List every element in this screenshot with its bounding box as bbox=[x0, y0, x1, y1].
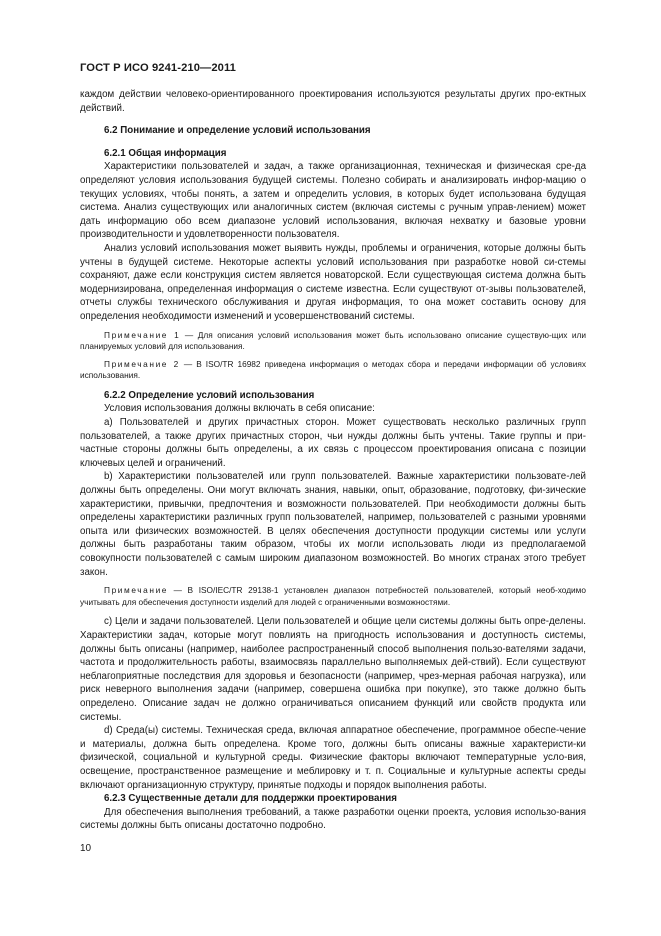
subsection-heading-6-2-1: 6.2.1 Общая информация bbox=[104, 147, 227, 159]
section-heading-6-2: 6.2 Понимание и определение условий использования bbox=[104, 125, 371, 137]
subsection-heading-6-2-2: 6.2.2 Определение условий использования bbox=[104, 389, 315, 401]
note-text: — В ISO/TR 16982 приведена информация о методах сбора и передачи информации об условиях использования. bbox=[80, 358, 586, 381]
list-item-d: d) Среда(ы) системы. Техническая среда, включая аппаратное обеспечение, программное обеспе-чение и материалы, должна быть определена. Кроме того, должны быть описаны важные характеристи-ки физической, социальной и культурной среды. Физические факторы включают температурные усло-вия, освещение, пространственное размещение и меблировку и т. п. Социальные и культурные аспекты среды включают организационную структуру, принятые подходы и порядок выполнения работы. bbox=[80, 725, 586, 791]
list-item-c: с) Цели и задачи пользователей. Цели пользователей и общие цели системы должны быть опре-делены. Характеристики задач, которые могут повлиять на пригодность использования и доступность системы, должны быть описаны (например, наиболее распространенный способ выполнения пользо-вателями задачи, частота и продолжительность работы, взаимосвязь параллельно выполняемых дей-ствий). Если существуют неблагоприятные последствия для здоровья и безопасности (например, чрез-мерная рабочая нагрузка), или риск неверного выполнения задачи (например, совершена ошибка при покупке), это также должно быть определено. Описание задач не должно ограничиваться описанием функций или свойств продукта или системы. bbox=[80, 616, 586, 723]
note bbox=[80, 585, 586, 608]
page-body bbox=[80, 88, 586, 833]
note-2 bbox=[80, 359, 586, 382]
continuation-paragraph: каждом действии человеко-ориентированного проектирования используются результаты других про-ектных действий. bbox=[80, 89, 586, 114]
paragraph: Для обеспечения выполнения требований, а также разработки оценки проекта, условия использо-вания системы должны быть описаны достаточно подробно. bbox=[80, 806, 586, 832]
subsection-heading-6-2-3: 6.2.3 Существенные детали для поддержки проектирования bbox=[104, 793, 397, 805]
page-number: 10 bbox=[80, 843, 92, 854]
note-1 bbox=[80, 330, 586, 353]
note-text: — Для описания условий использования может быть использовано описание существую-щих или планируемых условий для использования. bbox=[80, 329, 586, 352]
running-header: ГОСТ Р ИСО 9241-210—2011 bbox=[80, 62, 236, 74]
note-label: Примечание 1 bbox=[104, 329, 181, 340]
list-item-a: а) Пользователей и других причастных сторон. Может существовать несколько различных групп пользователей, а также других причастных сторон, чьи нужды должны быть учтены. Такие группы и при-частные стороны должны быть определены, а их связь с процессом проектирования описана с позиции ключевых целей и ограничений. bbox=[80, 417, 586, 469]
paragraph: Характеристики пользователей и задач, а также организационная, техническая и физическая сре-да определяют условия использования будущей системы. Полезно собирать и анализировать инфор-мацию о текущих условиях, чтобы понять, а затем и определить условия, в которых будет использована будущая система. Анализ существующих или аналогичных систем (включая системы с ручным управ-лением) может дать информацию обо всем диапазоне условий использования, включая нехватку и базовые уровни производительности и удовлетворенности пользователя. bbox=[80, 161, 586, 241]
paragraph: Анализ условий использования может выявить нужды, проблемы и ограничения, которые должны быть учтены в будущей системе. Некоторые аспекты условий использования при разработке новой си-стемы сохраняют, даже если конструкция систем является новаторской. Если существующая система должна быть модернизирована, определенная информация о системе известна. Если существуют от-зывы пользователей, отчеты службы технического обслуживания и другая информация, то она может составить основу для определения необходимости изменений и усовершенствований системы. bbox=[80, 242, 586, 322]
note-label: Примечание bbox=[104, 585, 169, 596]
paragraph: Условия использования должны включать в себя описание: bbox=[104, 403, 375, 415]
note-label: Примечание 2 bbox=[104, 358, 180, 369]
note-text: — В ISO/IEC/TR 29138-1 установлен диапазон потребностей пользователей, который необ-ходимо учитывать для обеспечения доступности изделий для людей с ограниченными возможностями. bbox=[80, 585, 586, 607]
list-item-b: b) Характеристики пользователей или групп пользователей. Важные характеристики пользовате-лей должны быть определены. Они могут включать знания, навыки, опыт, образование, подготовку, фи-зические характеристики, привычки, предпочтения и возможности пользователей. При необходимости должны быть определены характеристики различных групп пользователей, например, пользователей с разными уровнями опыта или физических возможностей. В целях обеспечения доступности продукции системы или услуги должны быть разработаны таким образом, чтобы их могли использовать люди из предполагаемой совокупности пользователей с самым широким диапазоном возможностей. Во многих странах этого требует закон. bbox=[80, 471, 586, 578]
